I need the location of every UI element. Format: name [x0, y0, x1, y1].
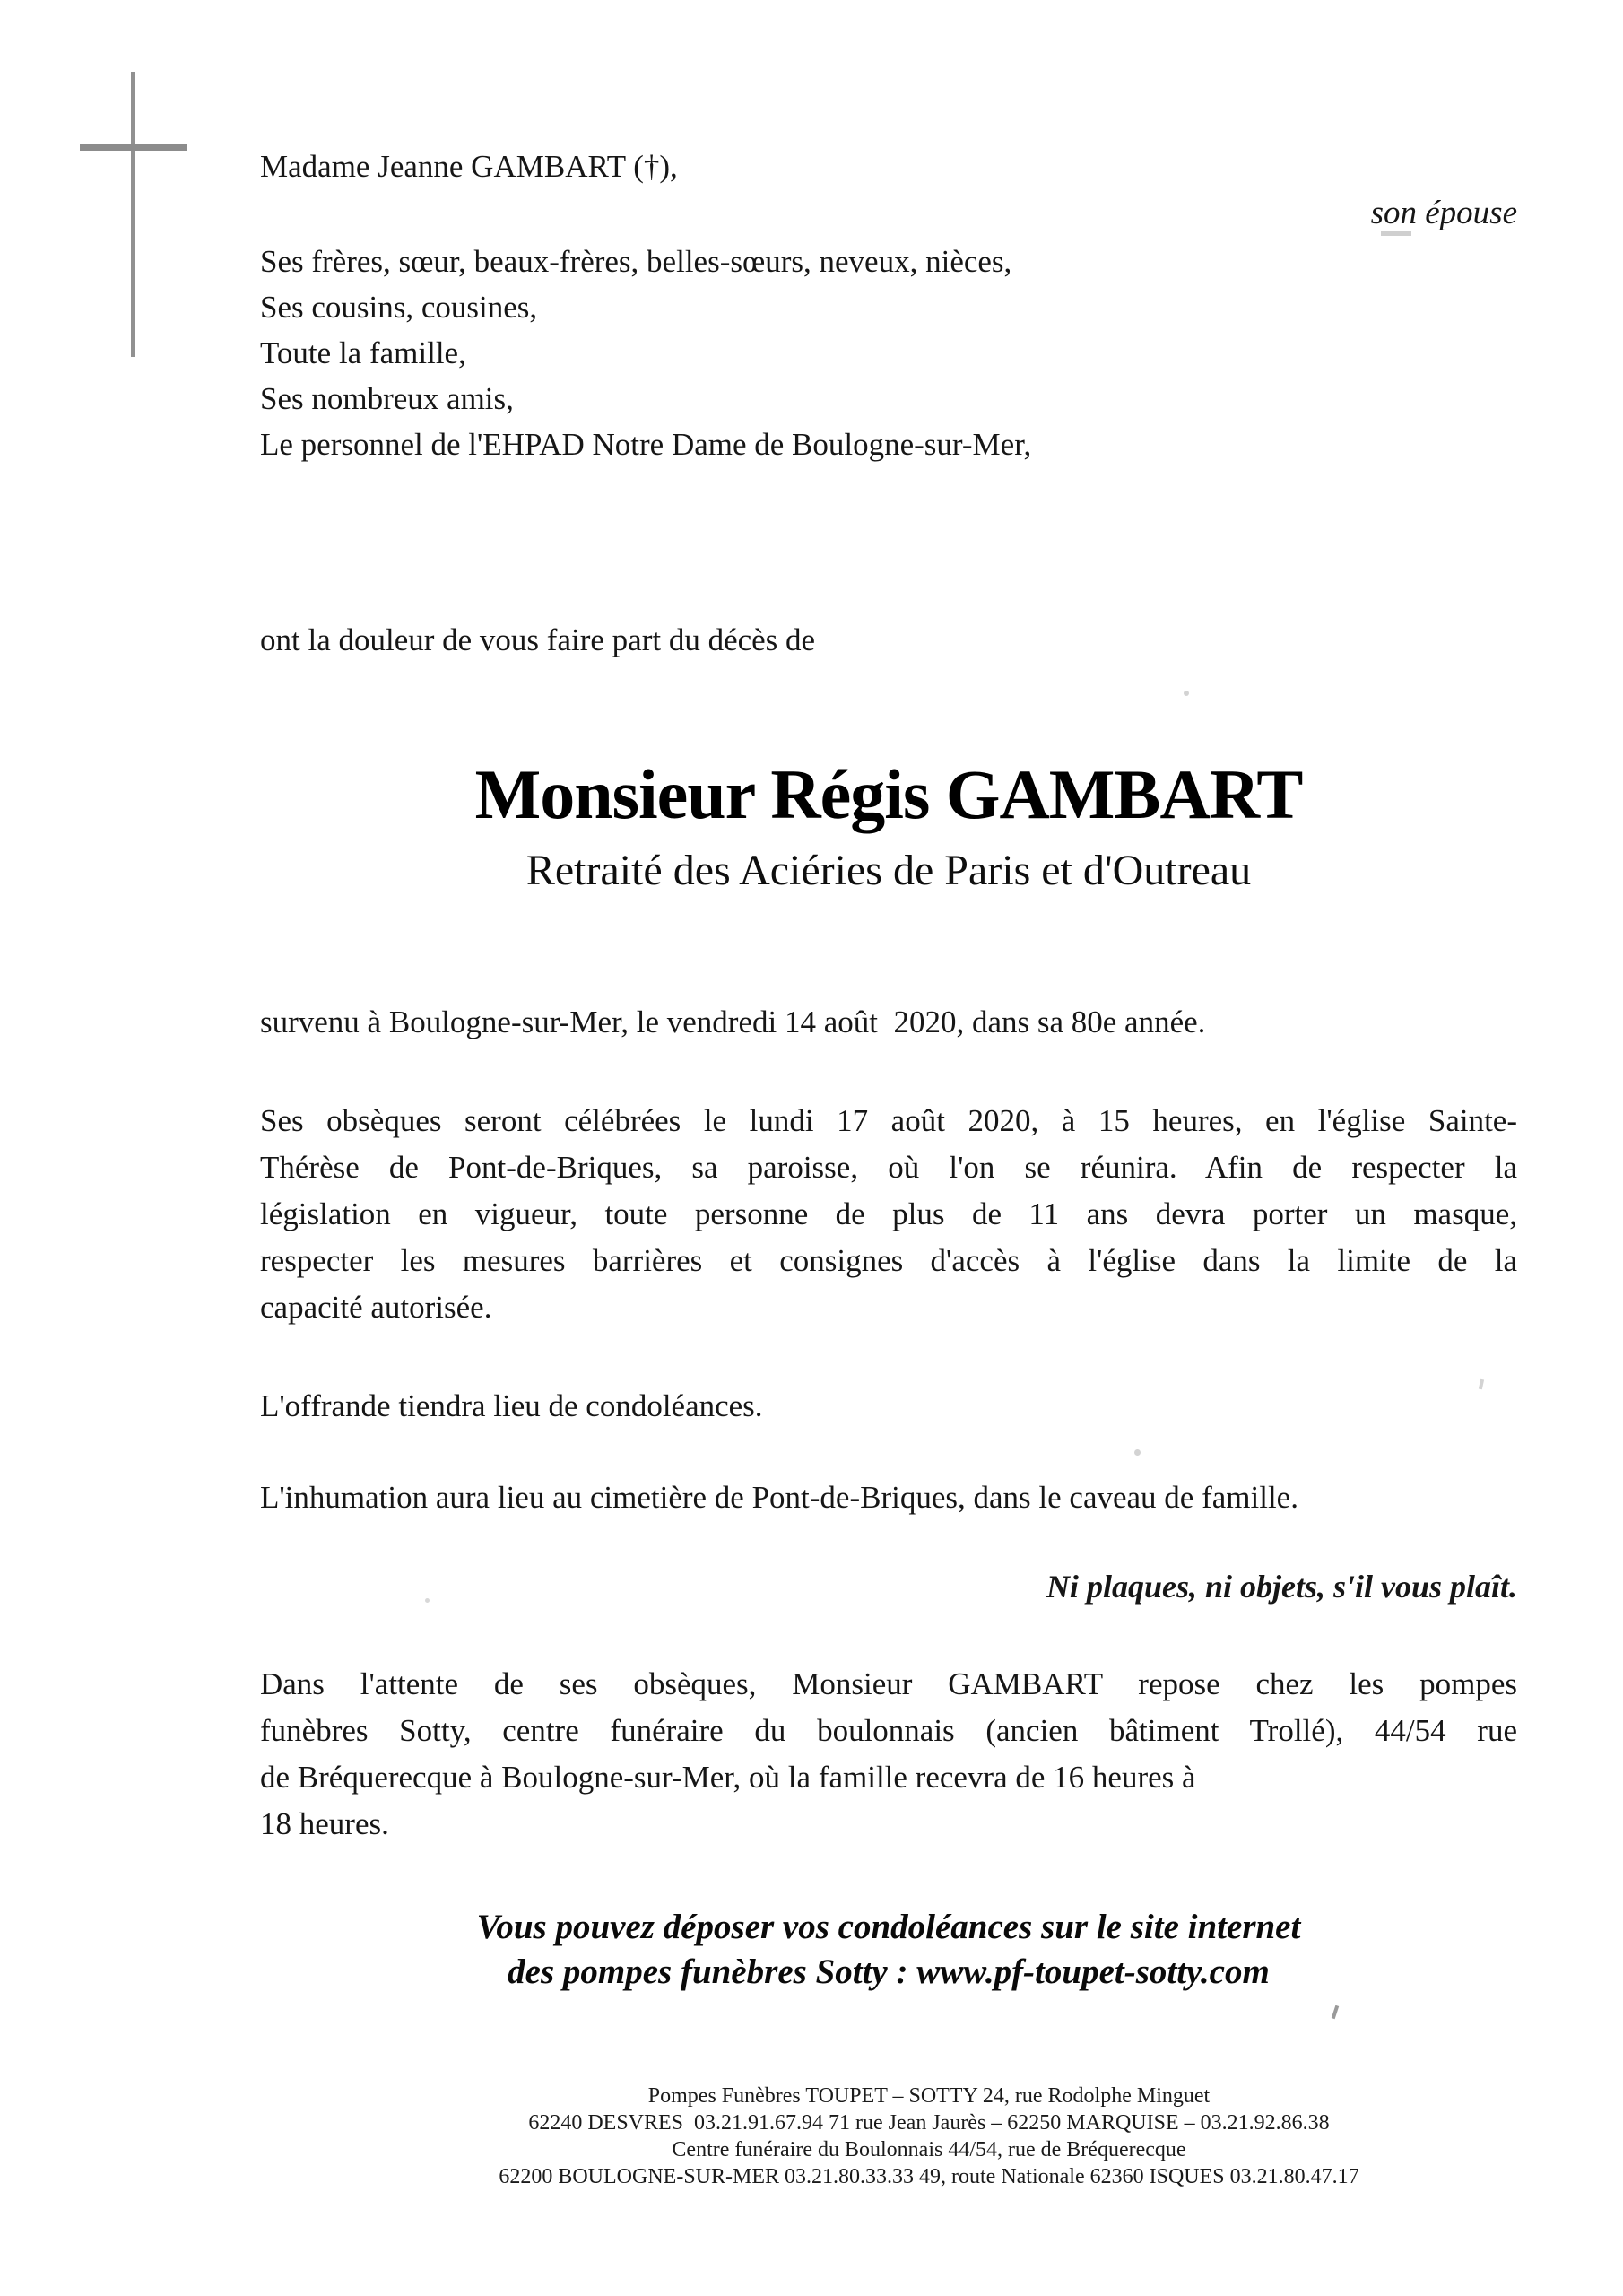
scan-artifact	[425, 1598, 430, 1603]
memorial-cross-horizontal-bar	[80, 144, 187, 151]
ceremony-paragraph	[260, 1098, 1517, 1331]
burial-note: L'inhumation aura lieu au cimetière de Pont-de-Briques, dans le caveau de famille.	[260, 1480, 1298, 1515]
ceremony-line: Thérèse de Pont-de-Briques, sa paroisse, où l'on se réunira. Afin de respecter la	[260, 1150, 1517, 1185]
memorial-cross-vertical-bar	[131, 72, 135, 357]
family-line: Ses frères, sœur, beaux-frères, belles-sœurs, neveux, nièces,	[260, 244, 1012, 279]
deceased-title: Retraité des Aciéries de Paris et d'Outreau	[525, 847, 1252, 894]
ceremony-line: capacité autorisée.	[260, 1290, 492, 1325]
scan-artifact	[1381, 231, 1411, 236]
condolence-site-block	[260, 1905, 1517, 1995]
repose-line: Dans l'attente de ses obsèques, Monsieur GAMBART repose chez les pompes	[260, 1666, 1517, 1701]
family-list	[260, 239, 1517, 467]
family-line: Toute la famille,	[260, 335, 466, 370]
footer-line: Pompes Funèbres TOUPET – SOTTY 24, rue Rodolphe Minguet	[647, 2084, 1211, 2108]
footer-line: 62200 BOULOGNE-SUR-MER 03.21.80.33.33 49, route Nationale 62360 ISQUES 03.21.80.47.17	[499, 2165, 1359, 2188]
scan-artifact	[1332, 2005, 1339, 2020]
ceremony-line: législation en vigueur, toute personne de plus de 11 ans devra porter un masque,	[260, 1196, 1517, 1231]
scan-artifact	[1184, 691, 1189, 696]
repose-line: de Bréquerecque à Boulogne-sur-Mer, où la famille recevra de 16 heures à	[260, 1760, 1196, 1795]
footer-line: Centre funéraire du Boulonnais 44/54, rue de Bréquerecque	[672, 2138, 1186, 2161]
ceremony-line: Ses obsèques seront célébrées le lundi 17 août 2020, à 15 heures, en l'église Sainte-	[260, 1103, 1517, 1138]
repose-paragraph	[260, 1661, 1517, 1848]
no-plaques-note: Ni plaques, ni objets, s'il vous plaît.	[1046, 1569, 1517, 1605]
condolence-site-line-1: Vous pouvez déposer vos condoléances sur le site internet	[476, 1908, 1301, 1946]
repose-line: funèbres Sotty, centre funéraire du boulonnais (ancien bâtiment Trollé), 44/54 rue	[260, 1713, 1517, 1748]
offering-note: L'offrande tiendra lieu de condoléances.	[260, 1388, 763, 1423]
scan-artifact	[1134, 1449, 1141, 1456]
footer-line: 62240 DESVRES 03.21.91.67.94 71 rue Jean Jaurès – 62250 MARQUISE – 03.21.92.86.38	[528, 2111, 1330, 2135]
spouse-note: son épouse	[1370, 195, 1517, 231]
family-line: Ses nombreux amis,	[260, 381, 514, 416]
announcement-intro: ont la douleur de vous faire part du décès de	[260, 622, 816, 657]
funeral-home-footer	[341, 2083, 1517, 2190]
deceased-name: Monsieur Régis GAMBART	[474, 755, 1303, 833]
condolence-site-line-2: des pompes funèbres Sotty : www.pf-toupet-sotty.com	[508, 1952, 1270, 1991]
widow-line: Madame Jeanne GAMBART (†),	[260, 149, 678, 184]
family-line: Ses cousins, cousines,	[260, 290, 538, 325]
repose-line: 18 heures.	[260, 1806, 389, 1841]
death-details: survenu à Boulogne-sur-Mer, le vendredi 14 août 2020, dans sa 80e année.	[260, 1004, 1206, 1039]
family-line: Le personnel de l'EHPAD Notre Dame de Boulogne-sur-Mer,	[260, 427, 1032, 462]
ceremony-line: respecter les mesures barrières et consignes d'accès à l'église dans la limite de la	[260, 1243, 1517, 1278]
